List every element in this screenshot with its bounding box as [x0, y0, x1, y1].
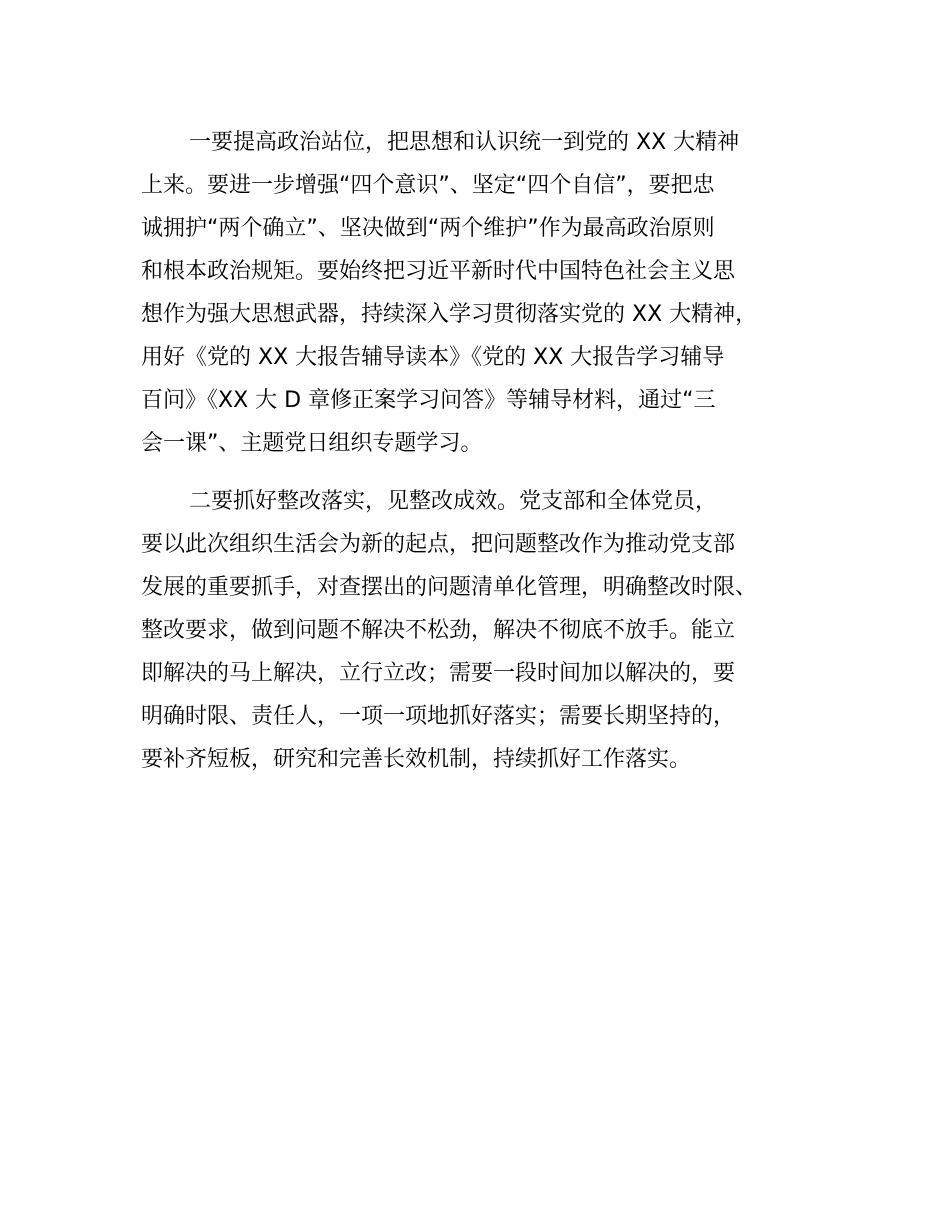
paragraph-line: 二要抓好整改落实，见整改成效。党支部和全体党员，	[189, 489, 718, 514]
document-body	[141, 121, 831, 781]
paragraph-line: 即解决的马上解决，立行立改；需要一段时间加以解决的，要	[141, 661, 736, 686]
paragraph-line: 用好《党的 XX 大报告辅导读本》《党的 XX 大报告学习辅导	[141, 345, 725, 370]
paragraph-line: 诚拥护“两个确立”、坚决做到“两个维护”作为最高政治原则	[141, 216, 715, 241]
paragraph-line: 上来。要进一步增强“四个意识”、坚定“四个自信”，要把忠	[141, 173, 715, 198]
paragraph-line: 和根本政治规矩。要始终把习近平新时代中国特色社会主义思	[141, 259, 736, 284]
paragraph-line: 整改要求，做到问题不解决不松劲，解决不彻底不放手。能立	[141, 618, 736, 643]
paragraph-line: 百问》《XX 大 D 章修正案学习问答》等辅导材料，通过“三	[141, 388, 716, 413]
paragraph-line: 会一课”、主题党日组织专题学习。	[141, 431, 483, 456]
paragraph-line: 发展的重要抓手，对查摆出的问题清单化管理，明确整改时限、	[141, 575, 758, 600]
paragraph-line: 想作为强大思想武器，持续深入学习贯彻落实党的 XX 大精神，	[141, 302, 758, 327]
paragraph-political-stance	[141, 121, 831, 465]
paragraph-line: 要以此次组织生活会为新的起点，把问题整改作为推动党支部	[141, 532, 736, 557]
paragraph-line: 一要提高政治站位，把思想和认识统一到党的 XX 大精神	[189, 130, 740, 155]
paragraph-rectification	[141, 480, 831, 781]
paragraph-line: 要补齐短板，研究和完善长效机制，持续抓好工作落实。	[141, 747, 692, 772]
paragraph-line: 明确时限、责任人，一项一项地抓好落实；需要长期坚持的，	[141, 704, 736, 729]
